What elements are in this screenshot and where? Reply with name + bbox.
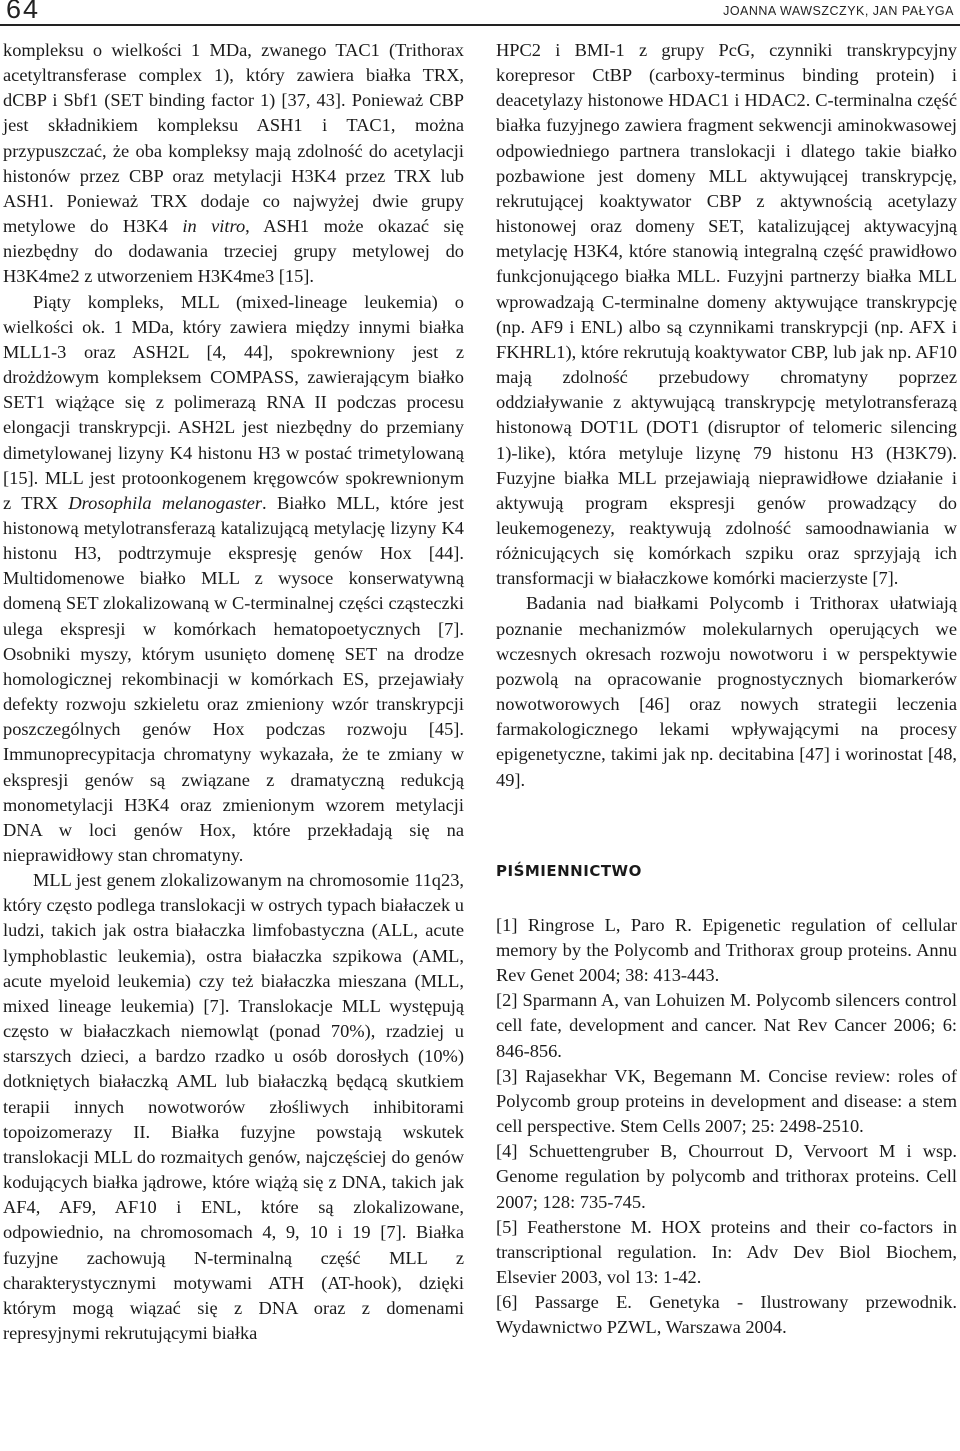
italic-term: Drosophila melanogaster xyxy=(68,492,263,513)
left-paragraph-1 xyxy=(3,38,464,290)
running-header-authors: JOANNA WAWSZCZYK, JAN PAŁYGA xyxy=(723,4,954,18)
reference-item: [2] Sparmann A, van Lohuizen M. Polycomb silencers control cell fate, development and cancer. Nat Rev Cancer 2006; 6: 846-856. xyxy=(496,990,957,1061)
right-paragraph-1: HPC2 i BMI-1 z grupy PcG, czynniki transkrypcyjny korepresor CtBP (carboxy-terminus binding protein) i deacetylazy histonowe HDAC1 i HDAC2. C-terminalna część białka fuzyjnego zawiera fragment sekwencji aminokwasowej odpowiedniego partnera translokacji i dlatego takie białko pozbawione jest domeny MLL aktywującej transkrypcję, rekrutującej koaktywator CBP z aktywnością acetylazy histonowej oraz domeny SET, katalizującej aktywacyjną metylację H3K4, które stanowią integralną część prawidłowo funkcjonującego białka MLL. Fuzyjni partnerzy białka MLL wprowadzają C-terminalne domeny aktywujące transkrypcję (np. AF9 i ENL) albo są czynnikami transkrypcji (np. AFX i FKHRL1), które rekrutują koaktywator CBP, lub jak np. AF10 mają zdolność przebudowy chromatyny poprzez oddziaływanie z aktywującą transkrypcję metylotransferazą histonową DOT1L (DOT1 (disruptor of telomeric silencing 1)-like), która metyluje lizynę 79 histonu H3 (H3K79). Fuzyjne białka MLL przejawiają nieprawidłowe działanie i aktywują program ekspresji genów prowadzący do leukemogenezy, reaktywują zdolność samoodnawiania w różnicujących się komórkach szpiku oraz sprzyjają ich transformacji w białaczkowe komórki macierzyste [7]. xyxy=(496,40,957,589)
header-rule xyxy=(0,24,960,26)
right-paragraph-2: Badania nad białkami Polycomb i Trithorax ułatwiają poznanie mechanizmów molekularnych operujących we wczesnych okresach rozwoju nowotworu i w perspektywie pozwolą na opracowanie prognostycznych biomarkerów nowotworowych [46] oraz nowych strategii leczenia farmakologicznego lekami wpływającymi na procesy epigenetyczne, takimi jak np. decitabina [47] i worinostat [48, 49]. xyxy=(496,593,957,790)
right-column xyxy=(496,38,957,1341)
text-span: Piąty kompleks, MLL (mixed-lineage leukemia) o wielkości ok. 1 MDa, który zawiera między innymi białka MLL1-3 oraz ASH2L [4, 44], spokrewniony jest z drożdżowym kompleksem COMPASS, zawierającym białko SET1 wiążące się z polimerazą RNA II podczas procesu elongacji transkrypcji. ASH2L jest niezbędny do przemiany dimetylowanej lizyny K4 histonu H3 w postać trimetylowaną [15]. MLL jest protoonkogenem kręgowców spokrewnionym z TRX xyxy=(3,291,464,513)
page-number: 64 xyxy=(6,0,41,24)
left-column xyxy=(3,38,464,1346)
text-span: . Białko MLL, które jest histonową metylotransferazą katalizującą metylację lizyny K4 histonu H3, podtrzymuje ekspresję genów Hox [44]. Multidomenowe białko MLL z wysoce konserwatywną domeną SET zlokalizowaną w C-terminalnej części cząsteczki ulega ekspresji w komórkach hematopoetycznych [7]. Osobniki myszy, którym usunięto domenę SET na drodze homologicznej rekombinacji w komórkach ES, przejawiały defekty rozwoju szkieletu oraz zmieniony wzór transkrypcji poszczególnych genów Hox podczas rozwoju [45]. Immunoprecypitacja chromatyny wykazała, że te zmiany w ekspresji genów są związane z dramatyczną redukcją monometylacji H3K4 oraz zmienionym wzorem metylacji DNA w loci genów Hox, które przekładają się na nieprawidłowy stan chromatyny. xyxy=(3,492,464,865)
left-paragraph-3: MLL jest genem zlokalizowanym na chromosomie 11q23, który często podlega translokacji w ostrych typach białaczek u ludzi, takich jak ostra białaczka limfobastyczna (ALL, acute lymphoblastic leukemia), ostra białaczka szpikowa (AML, acute myeloid leukemia) czy też białaczka mieszana (MLL, mixed lineage leukemia) [7]. Translokacje MLL występują często w białaczkach niemowląt (ponad 70%), rzadziej u starszych dzieci, a bardzo rzadko u osób dorosłych (10%) dotkniętych białaczką AML lub białaczką będącą skutkiem terapii innych nowotworów złośliwych inhibitorami topoizomerazy II. Białka fuzyjne powstają wskutek translokacji MLL do rozmaitych genów, najczęściej do genów kodujących białka jądrowe, które wiążą się z DNA, takich jak AF4, AF9, AF10 i ENL, które są zlokalizowane, odpowiednio, na chromosomach 4, 9, 10 i 19 [7]. Białka fuzyjne zachowują N-terminalną część MLL z charakterystycznymi motywami ATH (AT-hook), dzięki którym mogą wiązać się z DNA oraz z domenami represyjnymi rekrutującymi białka xyxy=(3,870,464,1343)
left-paragraph-2 xyxy=(3,290,464,869)
italic-term: in vitro xyxy=(182,216,246,237)
reference-item: [4] Schuettengruber B, Chourrout D, Vervoort M i wsp. Genome regulation by polycomb and trithorax proteins. Cell 2007; 128: 735-745. xyxy=(496,1141,957,1212)
reference-item: [6] Passarge E. Genetyka - Ilustrowany przewodnik. Wydawnictwo PZWL, Warszawa 2004. xyxy=(496,1292,957,1338)
references-heading: PIŚMIENNICTWO xyxy=(496,861,642,880)
references-list xyxy=(496,913,957,1341)
reference-item: [1] Ringrose L, Paro R. Epigenetic regulation of cellular memory by the Polycomb and Trithorax group proteins. Annu Rev Genet 2004; 38: 413-443. xyxy=(496,914,957,986)
reference-item: [3] Rajasekhar VK, Begemann M. Concise review: roles of Polycomb group proteins in development and disease: a stem cell perspective. Stem Cells 2007; 25: 2498-2510. xyxy=(496,1065,957,1137)
text-span: kompleksu o wielkości 1 MDa, zwanego TAC1 (Trithorax acetyltransferase complex 1), który zawiera białka TRX, dCBP i Sbf1 (SET binding factor 1) [37, 43]. Ponieważ CBP jest składnikiem kompleksu ASH1 i TAC1, można przypuszczać, że oba kompleksy mają zdolność do acetylacji histonów przez CBP oraz metylacji H3K4 przez TRX lub ASH1. Ponieważ TRX dodaje co najwyżej dwie grupy metylowe do H3K4 xyxy=(3,40,464,237)
reference-item: [5] Featherstone M. HOX proteins and their co-factors in transcriptional regulation. In: Adv Dev Biol Biochem, Elsevier 2003, vol 13: 1-42. xyxy=(496,1216,957,1288)
text-span: , ASH1 może okazać się niezbędny do dodawania trzeciej grupy metylowej do H3K4me2 z utworzeniem H3K4me3 [15]. xyxy=(3,216,464,287)
